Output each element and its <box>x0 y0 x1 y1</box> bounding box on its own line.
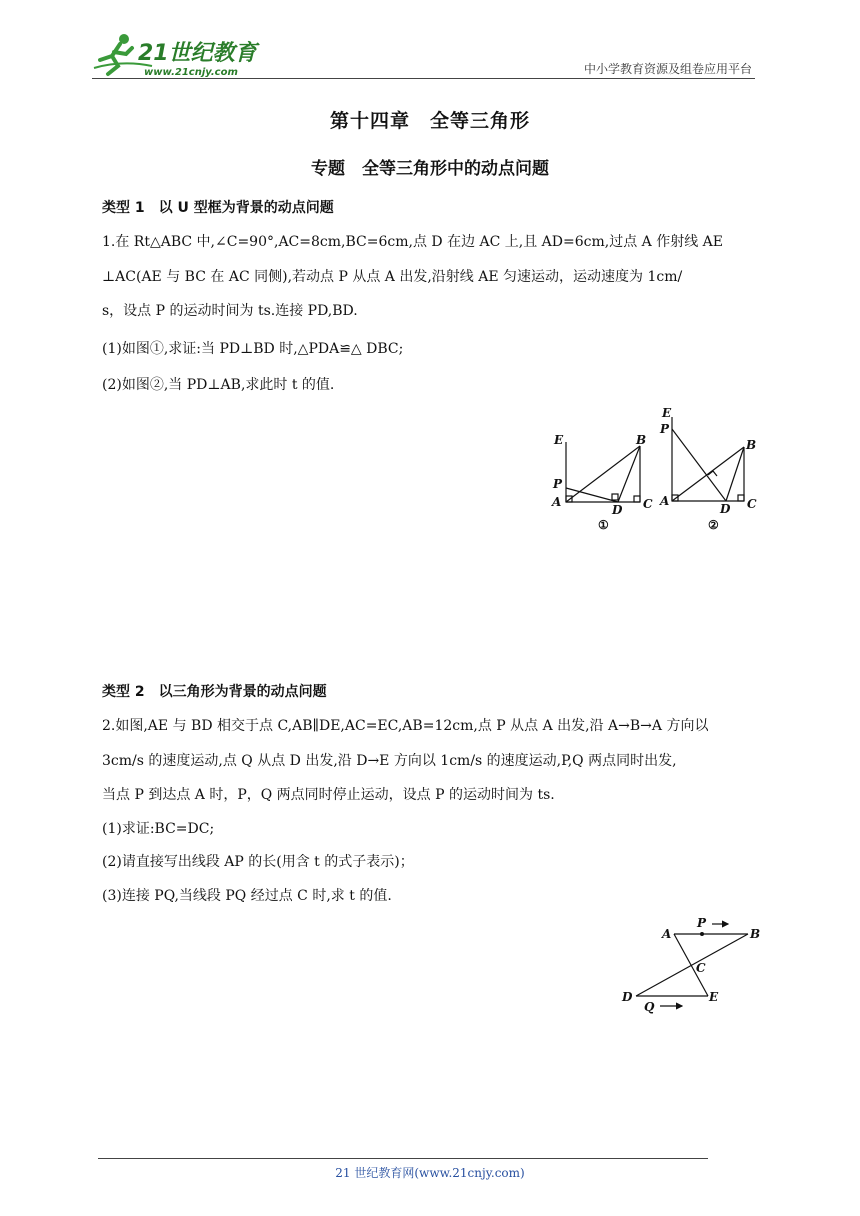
chapter-title: 第十四章 全等三角形 <box>329 110 530 132</box>
label-E: E <box>662 406 672 420</box>
figure-3 <box>616 914 766 1014</box>
label-P: P <box>697 916 707 930</box>
topic-title: 专题 全等三角形中的动点问题 <box>311 159 549 179</box>
site-name: 中小学教育资源及组卷应用平台 <box>583 62 752 76</box>
label-A: A <box>552 495 562 509</box>
label-E: E <box>709 990 719 1004</box>
label-B: B <box>750 927 761 941</box>
label-B: B <box>746 438 757 452</box>
logo-text: 21世纪教育 <box>138 41 257 66</box>
label-C: C <box>696 961 706 975</box>
problem2-part3: (3)连接 PQ,当线段 PQ 经过点 C 时,求 t 的值. <box>102 888 392 904</box>
problem1-line: s，设点 P 的运动时间为 ts.连接 PD,BD. <box>102 303 358 319</box>
problem2-part1: (1)求证:BC=DC; <box>102 821 215 837</box>
site-logo <box>92 30 262 80</box>
label-A: A <box>662 927 672 941</box>
label-E: E <box>554 433 564 447</box>
section1-heading: 类型 1 以 U 型框为背景的动点问题 <box>102 200 334 216</box>
figure-1 <box>548 430 658 535</box>
figure-caption: ② <box>708 518 719 532</box>
problem1-line: ⊥AC(AE 与 BC 在 AC 同侧),若动点 P 从点 A 出发,沿射线 AE 匀速运动，运动速度为 1cm/ <box>102 269 683 285</box>
label-C: C <box>643 497 653 511</box>
problem2-line: 当点 P 到达点 A 时，P，Q 两点同时停止运动，设点 P 的运动时间为 ts. <box>102 787 555 803</box>
problem2-line: 3cm/s 的速度运动,点 Q 从点 D 出发,沿 D→E 方向以 1cm/s 的速度运动,P,Q 两点同时出发, <box>102 753 677 769</box>
footer-link[interactable]: 21 世纪教育网(www.21cnjy.com) <box>335 1166 525 1180</box>
label-D: D <box>720 502 731 516</box>
problem2-line: 2.如图,AE 与 BD 相交于点 C,AB∥DE,AC=EC,AB=12cm,点 P 从点 A 出发,沿 A→B→A 方向以 <box>102 718 709 734</box>
footer-divider <box>98 1158 708 1159</box>
label-P: P <box>553 477 563 491</box>
problem1-part2: (2)如图②,当 PD⊥AB,求此时 t 的值. <box>102 377 335 393</box>
problem1-part1: (1)如图①,求证:当 PD⊥BD 时,△PDA≌△ DBC; <box>102 341 404 357</box>
label-A: A <box>660 494 670 508</box>
label-C: C <box>747 497 757 511</box>
figure-2 <box>656 405 766 535</box>
label-D: D <box>622 990 633 1004</box>
label-B: B <box>636 433 647 447</box>
figure-caption: ① <box>598 518 609 532</box>
section2-heading: 类型 2 以三角形为背景的动点问题 <box>102 684 327 700</box>
label-P: P <box>660 422 670 436</box>
problem2-part2: (2)请直接写出线段 AP 的长(用含 t 的式子表示)； <box>102 854 414 870</box>
problem1-line: 1.在 Rt△ABC 中,∠C=90°,AC=8cm,BC=6cm,点 D 在边 AC 上,且 AD=6cm,过点 A 作射线 AE <box>102 234 724 250</box>
label-D: D <box>612 503 623 517</box>
label-Q: Q <box>644 1000 655 1014</box>
header-divider <box>92 78 755 79</box>
logo-url: www.21cnjy.com <box>144 67 238 78</box>
